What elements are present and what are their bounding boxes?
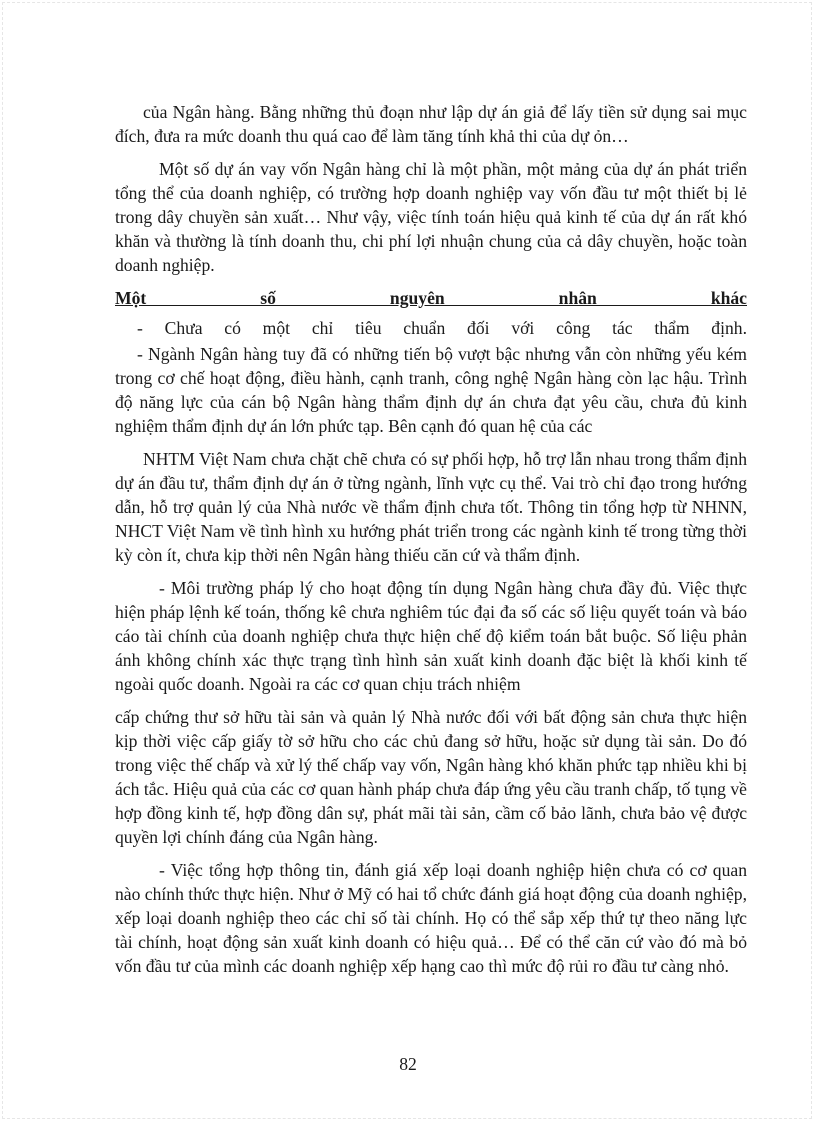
paragraph-enterprise-rating: - Việc tổng hợp thông tin, đánh giá xếp loại doanh nghiệp hiện chưa có cơ quan nào chính thức thực hiện. Như ở Mỹ có hai tổ chức đánh giá hoạt động của doanh nghiệp, xếp loại doanh nghiệp theo các chỉ số tài chính. Họ có thể sắp xếp thứ tự theo năng lực tài chính, hoạt động sản xuất kinh doanh có hiệu quả… Để có thể căn cứ vào đó mà bỏ vốn đầu tư của mình các doanh nghiệp xếp hạng cao thì mức độ rủi ro đầu tư càng nhỏ. — [115, 860, 747, 976]
paragraph-banking-weakness: - Ngành Ngân hàng tuy đã có những tiến bộ vượt bậc nhưng vẫn còn những yếu kém trong cơ chế hoạt động, điều hành, cạnh tranh, công nghệ Ngân hàng còn lạc hậu. Trình độ năng lực của cán bộ Ngân hàng thẩm định dự án chưa đạt yêu cầu, chưa đủ kinh nghiệm thẩm định dự án lớn phức tạp. Bên cạnh đó quan hệ của các — [115, 344, 747, 436]
paragraph-legal-environment: - Môi trường pháp lý cho hoạt động tín dụng Ngân hàng chưa đầy đủ. Việc thực hiện pháp lệnh kế toán, thống kê chưa nghiêm túc đại đa số các số liệu quyết toán và báo cáo tài chính của doanh nghiệp chưa thực hiện chế độ kiểm toán bắt buộc. Số liệu phản ánh không chính xác thực trạng tình hình sản xuất kinh doanh đặc biệt là khối kinh tế ngoài quốc doanh. Ngoài ra các cơ quan chịu trách nhiệm — [115, 578, 747, 694]
paragraph-project-scope: Một số dự án vay vốn Ngân hàng chỉ là một phần, một mảng của dự án phát triển tổng thể của doanh nghiệp, có trường hợp doanh nghiệp vay vốn đầu tư một thiết bị lẻ trong dây chuyền sản xuất… Như vậy, việc tính toán hiệu quả kinh tế của dự án rất khó khăn và thường là tính doanh thu, chi phí lợi nhuận chung của cả dây chuyền, hoặc toàn doanh nghiệp. — [115, 159, 747, 275]
paragraph-property-certificates: cấp chứng thư sở hữu tài sản và quản lý Nhà nước đối với bất động sản chưa thực hiện kịp thời việc cấp giấy tờ sở hữu cho các chủ đang sở hữu, hoặc sử dụng tài sản. Do đó trong việc thế chấp và xử lý thế chấp vay vốn, Ngân hàng khó khăn phức tạp nhiều khi bị ách tắc. Hiệu quả của các cơ quan hành pháp chưa đáp ứng yêu cầu tranh chấp, tố tụng về hợp đồng kinh tế, hợp đồng dân sự, phát mãi tài sản, cầm cố bảo lãnh, chưa bảo vệ được quyền lợi chính đáng của Ngân hàng. — [115, 707, 747, 847]
paragraph-continuation: của Ngân hàng. Bằng những thủ đoạn như lập dự án giả để lấy tiền sử dụng sai mục đích, đưa ra mức doanh thu quá cao để làm tăng tính khả thi của dự ỏn… — [115, 102, 747, 146]
page-number: 82 — [399, 1054, 417, 1074]
paragraph-nhtm-coordination: NHTM Việt Nam chưa chặt chẽ chưa có sự phối hợp, hỗ trợ lẫn nhau trong thẩm định dự án đầu tư, thẩm định dự án ở từng ngành, lĩnh vực cụ thể. Vai trò chỉ đạo trong hướng dẫn, hỗ trợ quản lý của Nhà nước về thẩm định chưa tốt. Thông tin tổng hợp từ NHNN, NHCT Việt Nam về tình hình xu hướng phát triển trong các ngành kinh tế trong từng thời kỳ còn ít, chưa kịp thời nên Ngân hàng thiếu căn cứ và thẩm định. — [115, 449, 747, 565]
section-heading: Một số nguyên nhân khác — [115, 288, 747, 308]
page-content — [115, 100, 747, 987]
bullet-standard-criteria: - Chưa có một chỉ tiêu chuẩn đối với công tác thẩm định. — [137, 318, 747, 338]
